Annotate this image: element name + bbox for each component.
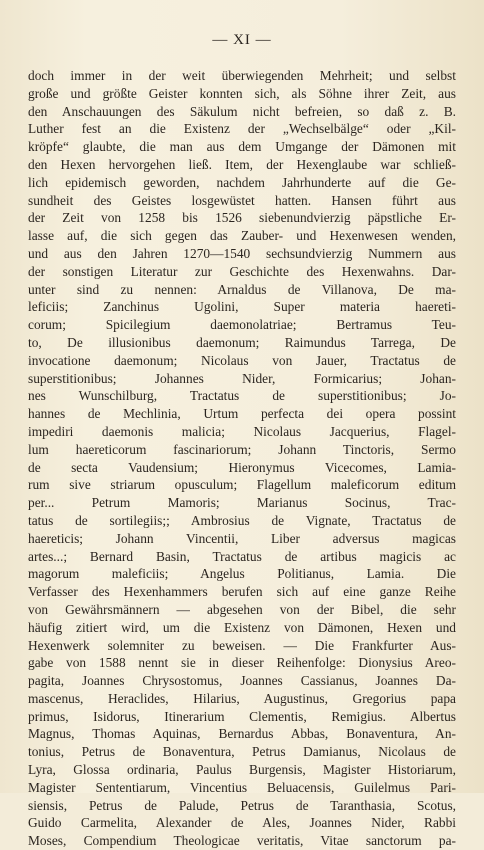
text-line: lich epidemisch geworden, nachdem Jahrhunderte auf die Ge- — [28, 174, 456, 190]
text-line: Luther fest an die Existenz der „Wechselbälge“ oder „Kil- — [28, 121, 456, 137]
body-text — [28, 67, 456, 850]
text-line: hannes de Mechlinia, Urtum perfecta dei opera possint — [28, 406, 456, 422]
text-line: der sonstigen Literatur zur Geschichte des Hexenwahns. Dar- — [28, 263, 456, 279]
text-line: tatus de sortilegiis;; Ambrosius de Vignate, Tractatus de — [28, 512, 456, 528]
text-line: Moses, Compendium Theologicae veritatis, Vitae sanctorum pa- — [28, 833, 456, 849]
text-line: große und größte Geister konnten sich, als Söhne ihrer Zeit, aus — [28, 85, 456, 101]
text-line: häufig zitiert wird, um die Existenz von Dämonen, Hexen und — [28, 619, 456, 635]
text-line: tonius, Petrus de Bonaventura, Petrus Damianus, Nicolaus de — [28, 744, 456, 760]
text-line: mascenus, Heraclides, Hilarius, Augustinus, Gregorius papa — [28, 690, 456, 706]
text-line: lum haereticorum fascinariorum; Johann Tinctoris, Sermo — [28, 441, 456, 457]
text-line: kröpfe“ glaubte, die man aus dem Umgange der Dämonen mit — [28, 139, 456, 155]
text-line: haereticis; Johann Vincentii, Liber adversus magicas — [28, 530, 456, 546]
text-line: Verfasser des Hexenhammers berufen sich auf eine ganze Reihe — [28, 584, 456, 600]
text-line: de secta Vaudensium; Hieronymus Vicecomes, Lamia- — [28, 459, 456, 475]
text-line: siensis, Petrus de Palude, Petrus de Taranthasia, Scotus, — [28, 797, 456, 813]
text-line: rum sive striarum opusculum; Flagellum maleficorum editum — [28, 477, 456, 493]
text-line: Lyra, Glossa ordinaria, Paulus Burgensis, Magister Historiarum, — [28, 762, 456, 778]
text-line: sundheit des Geistes losgewüstet hatten. Hansen führt aus — [28, 192, 456, 208]
text-line: artes...; Bernard Basin, Tractatus de artibus magicis ac — [28, 548, 456, 564]
text-line: nes Wunschilburg, Tractatus de superstitionibus; Jo- — [28, 388, 456, 404]
text-line: den Anschauungen des Säkulum nicht befreien, so daß z. B. — [28, 103, 456, 119]
text-line: primus, Isidorus, Itinerarium Clementis, Remigius. Albertus — [28, 708, 456, 724]
text-line: von Gewährsmännern — abgesehen von der Bibel, die sehr — [28, 601, 456, 617]
text-line: unter sind zu nennen: Arnaldus de Villanova, De ma- — [28, 281, 456, 297]
text-line: Hexenwerk solemniter zu beweisen. — Die Frankfurter Aus- — [28, 637, 456, 653]
page-number: — XI — — [212, 32, 272, 48]
text-line: Magnus, Thomas Aquinas, Bernardus Abbas, Bonaventura, An- — [28, 726, 456, 742]
text-line: impediri daemonis malicia; Nicolaus Jacquerius, Flagel- — [28, 423, 456, 439]
text-line: per... Petrum Mamoris; Marianus Socinus, Trac- — [28, 495, 456, 511]
text-line: und aus den Jahren 1270—1540 sechsundvierzig Nummern aus — [28, 245, 456, 261]
text-line: invocatione daemonum; Nicolaus von Jauer, Tractatus de — [28, 352, 456, 368]
text-line: Guido Carmelita, Alexander de Ales, Joannes Nider, Rabbi — [28, 815, 456, 831]
text-line: corum; Spicilegium daemonolatriae; Bertramus Teu- — [28, 317, 456, 333]
text-line: to, De illusionibus daemonum; Raimundus Tarrega, De — [28, 334, 456, 350]
text-line: pagita, Joannes Chrysostomus, Joannes Cassianus, Joannes Da- — [28, 673, 456, 689]
text-line: magorum maleficiis; Angelus Politianus, Lamia. Die — [28, 566, 456, 582]
text-line: der Zeit von 1258 bis 1526 siebenundvierzig päpstliche Er- — [28, 210, 456, 226]
text-line: den Hexen hervorgehen ließ. Item, der Hexenglaube war schließ- — [28, 156, 456, 172]
text-line: superstitionibus; Johannes Nider, Formicarius; Johan- — [28, 370, 456, 386]
text-line: Magister Sententiarum, Vincentius Beluacensis, Guilelmus Pari- — [28, 779, 456, 795]
text-line: leficiis; Zanchinus Ugolini, Super materia haereti- — [28, 299, 456, 315]
text-line: gabe von 1588 nennt sie in dieser Reihenfolge: Dionysius Areo- — [28, 655, 456, 671]
text-line: lasse auf, die sich gegen das Zauber- und Hexenwesen wenden, — [28, 228, 456, 244]
text-line: doch immer in der weit überwiegenden Mehrheit; und selbst — [28, 68, 456, 83]
